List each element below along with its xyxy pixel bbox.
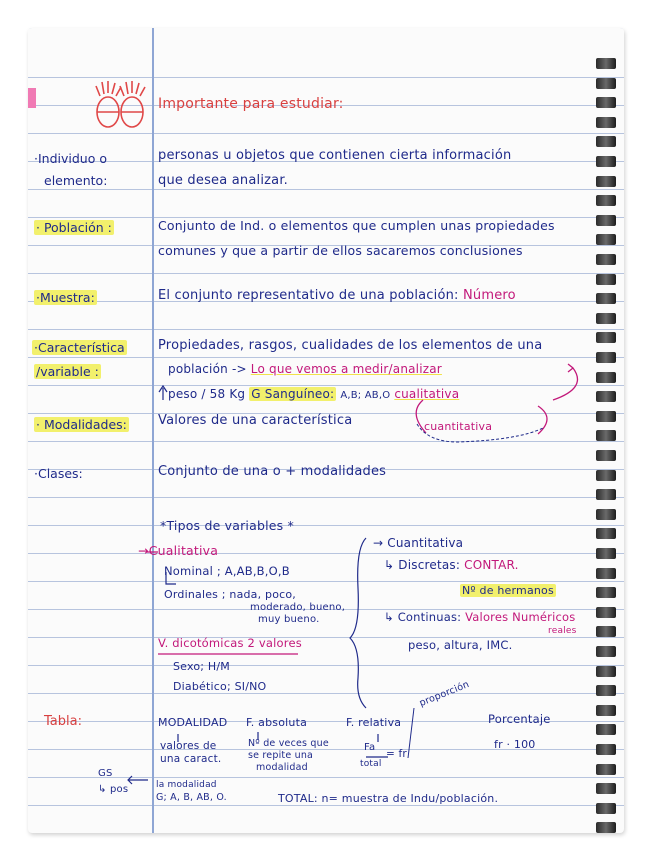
col-porcentaje-sub: fr · 100 [494, 738, 536, 751]
spiral-ring [596, 58, 616, 69]
modalidades-def: Valores de una característica [158, 413, 353, 428]
col-frelativa-eq: = fr [386, 748, 407, 760]
spiral-ring [596, 293, 616, 304]
individuo-def-line2: que desea analizar. [158, 173, 289, 188]
caracteristica-def-line1: Propiedades, rasgos, cualidades de los elementos de una [158, 338, 543, 353]
contar-label: CONTAR. [464, 558, 519, 572]
spiral-ring [596, 705, 616, 716]
individuo-def-line1: personas u objetos que contienen cierta información [158, 148, 512, 163]
ordinales-line2: moderado, bueno, [250, 602, 346, 613]
spiral-ring [596, 195, 616, 206]
spiral-ring [596, 215, 616, 226]
spiral-ring [596, 744, 616, 755]
pos-label: ↳ pos [98, 784, 129, 795]
col-frelativa-num: Fa [364, 742, 376, 753]
spiral-ring [596, 548, 616, 559]
spiral-ring [596, 626, 616, 637]
dicotomicas-line: V. dicotómicas 2 valores [158, 636, 302, 650]
col-fabsoluta-sub3: modalidad [256, 762, 308, 773]
gs-values: G; A, B, AB, O. [156, 792, 227, 803]
spiral-ring [596, 450, 616, 461]
valores-numericos: Valores Numéricos [465, 610, 576, 624]
spiral-ring [596, 156, 616, 167]
poblacion-def-line2: comunes y que a partir de ellos sacaremos conclusiones [158, 243, 523, 258]
label-variable: /variable : [36, 364, 99, 379]
col-frelativa: F. relativa [346, 716, 402, 729]
spiral-ring [596, 352, 616, 363]
label-tabla: Tabla: [44, 714, 82, 729]
spiral-ring [596, 528, 616, 539]
col-frelativa-den: total [360, 759, 382, 769]
spiral-ring [596, 509, 616, 520]
label-clases: ·Clases: [34, 466, 83, 481]
modalidad-note: la modalidad [156, 780, 217, 790]
spiral-ring [596, 254, 616, 265]
spiral-ring [596, 117, 616, 128]
nominal-line: Nominal ; A,AB,B,O,B [164, 564, 290, 578]
spiral-ring [596, 430, 616, 441]
label-modalidades: · Modalidades: [36, 417, 127, 432]
spiral-ring [596, 685, 616, 696]
spiral-ring [596, 391, 616, 402]
spiral-ring [596, 470, 616, 481]
label-individuo: ·Individuo o [34, 151, 107, 166]
spiral-ring [596, 97, 616, 108]
spiral-ring [596, 724, 616, 735]
diabetico-line: Diabético; SI/NO [173, 680, 267, 693]
continuas-label: Continuas: [397, 610, 462, 624]
hermanos-label: Nº de hermanos [462, 584, 554, 597]
cuantitativa-heading: Cuantitativa [387, 536, 464, 550]
spiral-ring [596, 666, 616, 677]
modalidades-tag: cuantitativa [424, 420, 493, 433]
caracteristica-def-line2a: población -> [168, 362, 247, 376]
col-modalidad-sub1: valores de [160, 740, 217, 752]
discretas-label: Discretas: [398, 558, 461, 572]
gs-label: GS [98, 768, 113, 779]
hand-annotations [28, 28, 624, 833]
tipos-heading: *Tipos de variables * [160, 518, 295, 533]
muestra-tag: Número [462, 288, 516, 303]
label-caracteristica: ·Característica [34, 340, 125, 355]
spiral-ring [596, 587, 616, 598]
ordinales-line1: Ordinales ; nada, poco, [164, 588, 297, 601]
spiral-ring [596, 568, 616, 579]
spiral-ring [596, 783, 616, 794]
caracteristica-def-line2b: Lo que vemos a medir/analizar [250, 362, 442, 376]
total-line: TOTAL: n= muestra de Indu/población. [278, 792, 499, 805]
col-fabsoluta-sub2: se repite una [248, 750, 314, 761]
spiral-ring [596, 489, 616, 500]
col-fabsoluta: F. absoluta [246, 716, 308, 729]
ordinales-line3: muy bueno. [258, 614, 320, 625]
spiral-ring [596, 372, 616, 383]
col-modalidad: MODALIDAD [158, 716, 228, 729]
spiral-binding [594, 58, 616, 833]
col-porcentaje: Porcentaje [488, 712, 551, 726]
spiral-ring [596, 764, 616, 775]
reales-label: reales [548, 626, 577, 636]
spiral-ring [596, 313, 616, 324]
spiral-ring [596, 332, 616, 343]
spiral-ring [596, 411, 616, 422]
page-title: Importante para estudiar: [158, 96, 344, 112]
peso-altura-line: peso, altura, IMC. [408, 638, 513, 652]
col-modalidad-sub2: una caract. [160, 753, 222, 765]
notebook-page: Importante para estudiar: ·Individuo o elemento: personas u objetos que contienen cierta información que desea analizar. · Población : Conjunto de Ind. o elementos que cumplen unas propiedades comunes y que a partir de ellos sacaremos conclusiones ·Muestra: El conjunto representativo de una población: Número ·Característica /variable : Propiedades, rasgos, cualidades de los elementos de una población -> Lo que vemos a medir/analizar peso / 58 Kg G Sanguíneo: A,B; AB,O cualitativa · Modalidades: Valores de una característica cuantitativa ·Clases: Conjunto de una o + modalidades *Tipos de variables * →Cualitativa Nominal ; A,AB,B,O,B Ordinales ; nada, poco, moderado, bueno, muy bueno. V. dicotómicas 2 valores Sexo; H/M Diabético; SI/NO → Cuantitativa ↳ Discretas: CONTAR. Nº de hermanos ↳ Continuas: Valores Numéricos reales peso, altura, IMC. Tabla: MODALIDAD valores de una caract. F. absoluta Nº de veces que se repite una modalidad F. relativa Fa total = fr proporción Porcentaje fr · 100 GS ↳ pos la modalidad G; A, B, AB, O. TOTAL: n= muestra de Indu/población. [28, 28, 624, 833]
example-peso: peso / 58 Kg [168, 387, 246, 401]
muestra-def: El conjunto representativo de una población: [158, 288, 459, 303]
label-poblacion: · Población : [36, 220, 112, 235]
col-fabsoluta-sub1: Nº de veces que [248, 738, 329, 749]
sexo-line: Sexo; H/M [173, 660, 230, 673]
spiral-ring [596, 234, 616, 245]
spiral-ring [596, 803, 616, 814]
spiral-ring [596, 274, 616, 285]
clases-def: Conjunto de una o + modalidades [158, 464, 387, 479]
spiral-ring [596, 78, 616, 89]
spiral-ring [596, 822, 616, 833]
cualitativa-heading: Cualitativa [148, 543, 219, 558]
label-elemento: elemento: [44, 173, 108, 188]
pink-tab-marker [28, 88, 36, 108]
spiral-ring [596, 607, 616, 618]
example-gs-values: A,B; AB,O [340, 390, 391, 401]
spiral-ring [596, 646, 616, 657]
example-cualitativa: cualitativa [394, 387, 460, 401]
label-muestra: ·Muestra: [36, 290, 95, 305]
proporcion-note: proporción [417, 679, 471, 709]
poblacion-def-line1: Conjunto de Ind. o elementos que cumplen unas propiedades [158, 218, 555, 233]
spiral-ring [596, 176, 616, 187]
example-gsanguineo: G Sanguíneo: [251, 387, 335, 401]
spiral-ring [596, 136, 616, 147]
